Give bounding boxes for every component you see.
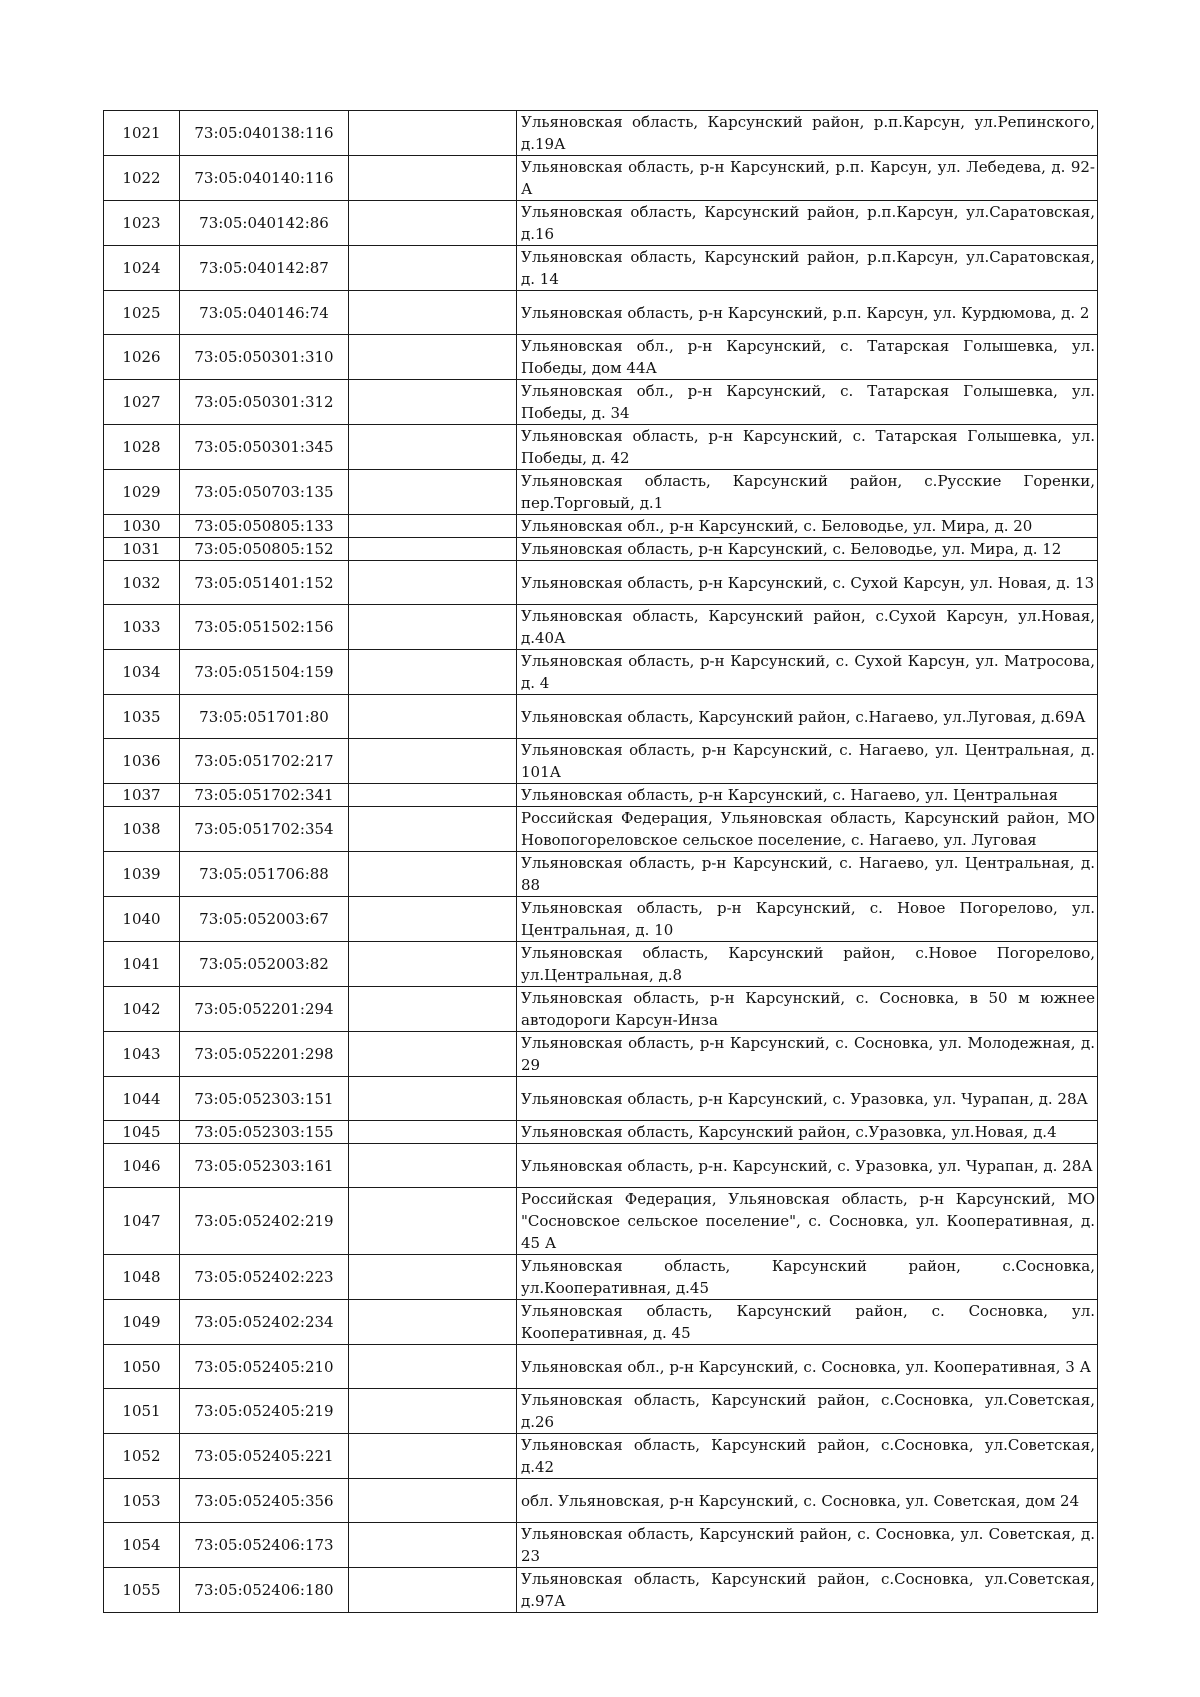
table-row: [104, 1255, 1098, 1300]
cadastral-number: 73:05:052402:223: [180, 1255, 349, 1300]
table-row: [104, 1077, 1098, 1121]
table-row: [104, 807, 1098, 852]
row-number: 1021: [104, 111, 180, 156]
cadastral-number: 73:05:051504:159: [180, 650, 349, 695]
row-number: 1036: [104, 739, 180, 784]
table-row: [104, 1434, 1098, 1479]
table-row: [104, 380, 1098, 425]
row-number: 1049: [104, 1300, 180, 1345]
table-row: [104, 650, 1098, 695]
table-row: [104, 1121, 1098, 1144]
row-number: 1023: [104, 201, 180, 246]
empty-cell: [349, 695, 517, 739]
cadastral-number: 73:05:051706:88: [180, 852, 349, 897]
address: Ульяновская область, Карсунский район, р.п.Карсун, ул.Репинского, д.19А: [517, 111, 1098, 156]
row-number: 1044: [104, 1077, 180, 1121]
empty-cell: [349, 335, 517, 380]
row-number: 1041: [104, 942, 180, 987]
cadastral-number: 73:05:040142:87: [180, 246, 349, 291]
empty-cell: [349, 1121, 517, 1144]
address: Ульяновская область, Карсунский район, с.Нагаево, ул.Луговая, д.69А: [517, 695, 1098, 739]
row-number: 1055: [104, 1568, 180, 1613]
row-number: 1042: [104, 987, 180, 1032]
empty-cell: [349, 1434, 517, 1479]
table-row: [104, 605, 1098, 650]
address: Ульяновская область, Карсунский район, с.Сосновка, ул.Советская, д.42: [517, 1434, 1098, 1479]
row-number: 1025: [104, 291, 180, 335]
empty-cell: [349, 1077, 517, 1121]
address: Ульяновская область, р-н Карсунский, с. Сухой Карсун, ул. Матросова, д. 4: [517, 650, 1098, 695]
row-number: 1028: [104, 425, 180, 470]
address: Ульяновская обл., р-н Карсунский, с. Татарская Голышевка, ул. Победы, д. 34: [517, 380, 1098, 425]
row-number: 1039: [104, 852, 180, 897]
cadastral-number: 73:05:051401:152: [180, 561, 349, 605]
table-row: [104, 246, 1098, 291]
table-row: [104, 1568, 1098, 1613]
address: Ульяновская обл., р-н Карсунский, с. Беловодье, ул. Мира, д. 20: [517, 515, 1098, 538]
table-row: [104, 111, 1098, 156]
row-number: 1050: [104, 1345, 180, 1389]
row-number: 1038: [104, 807, 180, 852]
table-row: [104, 201, 1098, 246]
empty-cell: [349, 201, 517, 246]
address: обл. Ульяновская, р-н Карсунский, с. Сосновка, ул. Советская, дом 24: [517, 1479, 1098, 1523]
table-row: [104, 335, 1098, 380]
address: Российская Федерация, Ульяновская область, Карсунский район, МО Новопогореловское сельское поселение, с. Нагаево, ул. Луговая: [517, 807, 1098, 852]
cadastral-number: 73:05:052003:82: [180, 942, 349, 987]
empty-cell: [349, 1345, 517, 1389]
row-number: 1051: [104, 1389, 180, 1434]
row-number: 1037: [104, 784, 180, 807]
address: Ульяновская область, Карсунский район, с.Сосновка, ул.Советская, д.97А: [517, 1568, 1098, 1613]
table-row: [104, 1300, 1098, 1345]
row-number: 1029: [104, 470, 180, 515]
row-number: 1054: [104, 1523, 180, 1568]
empty-cell: [349, 739, 517, 784]
row-number: 1030: [104, 515, 180, 538]
cadastral-number: 73:05:040142:86: [180, 201, 349, 246]
cadastral-number: 73:05:052201:298: [180, 1032, 349, 1077]
empty-cell: [349, 1479, 517, 1523]
table-row: [104, 852, 1098, 897]
cadastral-number: 73:05:052303:151: [180, 1077, 349, 1121]
cadastral-number: 73:05:050703:135: [180, 470, 349, 515]
table-row: [104, 1188, 1098, 1255]
row-number: 1040: [104, 897, 180, 942]
empty-cell: [349, 156, 517, 201]
cadastral-number: 73:05:050805:133: [180, 515, 349, 538]
cadastral-number: 73:05:051701:80: [180, 695, 349, 739]
row-number: 1047: [104, 1188, 180, 1255]
empty-cell: [349, 807, 517, 852]
cadastral-number: 73:05:051502:156: [180, 605, 349, 650]
table-row: [104, 784, 1098, 807]
address: Ульяновская область, Карсунский район, с.Сухой Карсун, ул.Новая, д.40А: [517, 605, 1098, 650]
address: Ульяновская область, Карсунский район, с.Новое Погорелово, ул.Центральная, д.8: [517, 942, 1098, 987]
table-row: [104, 425, 1098, 470]
cadastral-number: 73:05:052405:356: [180, 1479, 349, 1523]
empty-cell: [349, 246, 517, 291]
cadastral-number: 73:05:052003:67: [180, 897, 349, 942]
address: Ульяновская область, Карсунский район, с.Сосновка, ул.Кооперативная, д.45: [517, 1255, 1098, 1300]
row-number: 1046: [104, 1144, 180, 1188]
address: Ульяновская область, р-н Карсунский, р.п. Карсун, ул. Курдюмова, д. 2: [517, 291, 1098, 335]
empty-cell: [349, 1389, 517, 1434]
empty-cell: [349, 380, 517, 425]
table-row: [104, 739, 1098, 784]
cadastral-number: 73:05:052406:180: [180, 1568, 349, 1613]
property-table: [103, 110, 1098, 1613]
address: Ульяновская область, Карсунский район, с. Сосновка, ул. Кооперативная, д. 45: [517, 1300, 1098, 1345]
cadastral-number: 73:05:052406:173: [180, 1523, 349, 1568]
table-row: [104, 1479, 1098, 1523]
cadastral-number: 73:05:052405:221: [180, 1434, 349, 1479]
address: Ульяновская область, р-н. Карсунский, с. Уразовка, ул. Чурапан, д. 28А: [517, 1144, 1098, 1188]
empty-cell: [349, 561, 517, 605]
empty-cell: [349, 1144, 517, 1188]
row-number: 1032: [104, 561, 180, 605]
row-number: 1035: [104, 695, 180, 739]
address: Ульяновская область, Карсунский район, с. Сосновка, ул. Советская, д. 23: [517, 1523, 1098, 1568]
cadastral-number: 73:05:052201:294: [180, 987, 349, 1032]
cadastral-number: 73:05:051702:354: [180, 807, 349, 852]
cadastral-number: 73:05:050301:345: [180, 425, 349, 470]
table-row: [104, 897, 1098, 942]
address: Ульяновская область, р-н Карсунский, с. Уразовка, ул. Чурапан, д. 28А: [517, 1077, 1098, 1121]
table-row: [104, 1144, 1098, 1188]
address: Ульяновская область, р-н Карсунский, с. Нагаево, ул. Центральная: [517, 784, 1098, 807]
address: Ульяновская обл., р-н Карсунский, с. Татарская Голышевка, ул. Победы, дом 44А: [517, 335, 1098, 380]
empty-cell: [349, 538, 517, 561]
address: Ульяновская область, Карсунский район, р.п.Карсун, ул.Саратовская, д.16: [517, 201, 1098, 246]
empty-cell: [349, 1523, 517, 1568]
address: Ульяновская область, р-н Карсунский, с. Нагаево, ул. Центральная, д. 88: [517, 852, 1098, 897]
cadastral-number: 73:05:052303:155: [180, 1121, 349, 1144]
address: Ульяновская область, р-н Карсунский, с. Сосновка, ул. Молодежная, д. 29: [517, 1032, 1098, 1077]
table-row: [104, 1523, 1098, 1568]
table-row: [104, 1345, 1098, 1389]
cadastral-number: 73:05:052402:234: [180, 1300, 349, 1345]
address: Ульяновская область, р-н Карсунский, с. Нагаево, ул. Центральная, д. 101А: [517, 739, 1098, 784]
address: Ульяновская область, р-н Карсунский, с. Татарская Голышевка, ул. Победы, д. 42: [517, 425, 1098, 470]
empty-cell: [349, 291, 517, 335]
address: Ульяновская область, р-н Карсунский, с. Сухой Карсун, ул. Новая, д. 13: [517, 561, 1098, 605]
cadastral-number: 73:05:052405:210: [180, 1345, 349, 1389]
row-number: 1031: [104, 538, 180, 561]
empty-cell: [349, 470, 517, 515]
empty-cell: [349, 852, 517, 897]
row-number: 1053: [104, 1479, 180, 1523]
table-row: [104, 561, 1098, 605]
table-row: [104, 695, 1098, 739]
cadastral-number: 73:05:052402:219: [180, 1188, 349, 1255]
cadastral-number: 73:05:050301:310: [180, 335, 349, 380]
table-row: [104, 470, 1098, 515]
table-row: [104, 942, 1098, 987]
table-row: [104, 156, 1098, 201]
cadastral-number: 73:05:051702:341: [180, 784, 349, 807]
cadastral-number: 73:05:052405:219: [180, 1389, 349, 1434]
row-number: 1027: [104, 380, 180, 425]
empty-cell: [349, 897, 517, 942]
empty-cell: [349, 425, 517, 470]
cadastral-number: 73:05:040146:74: [180, 291, 349, 335]
address: Ульяновская область, Карсунский район, с.Сосновка, ул.Советская, д.26: [517, 1389, 1098, 1434]
cadastral-number: 73:05:051702:217: [180, 739, 349, 784]
empty-cell: [349, 1568, 517, 1613]
empty-cell: [349, 515, 517, 538]
cadastral-number: 73:05:050301:312: [180, 380, 349, 425]
address: Ульяновская область, р-н Карсунский, с. Сосновка, в 50 м южнее автодороги Карсун-Инза: [517, 987, 1098, 1032]
empty-cell: [349, 605, 517, 650]
empty-cell: [349, 1255, 517, 1300]
cadastral-number: 73:05:040140:116: [180, 156, 349, 201]
address: Ульяновская область, Карсунский район, р.п.Карсун, ул.Саратовская, д. 14: [517, 246, 1098, 291]
cadastral-number: 73:05:050805:152: [180, 538, 349, 561]
row-number: 1043: [104, 1032, 180, 1077]
table-row: [104, 515, 1098, 538]
cadastral-number: 73:05:040138:116: [180, 111, 349, 156]
empty-cell: [349, 1032, 517, 1077]
address: Ульяновская область, р-н Карсунский, с. Беловодье, ул. Мира, д. 12: [517, 538, 1098, 561]
row-number: 1024: [104, 246, 180, 291]
row-number: 1033: [104, 605, 180, 650]
address: Российская Федерация, Ульяновская область, р-н Карсунский, МО "Сосновское сельское поселение", с. Сосновка, ул. Кооперативная, д. 45 А: [517, 1188, 1098, 1255]
address: Ульяновская область, Карсунский район, с.Уразовка, ул.Новая, д.4: [517, 1121, 1098, 1144]
row-number: 1034: [104, 650, 180, 695]
row-number: 1026: [104, 335, 180, 380]
row-number: 1048: [104, 1255, 180, 1300]
cadastral-number: 73:05:052303:161: [180, 1144, 349, 1188]
table-row: [104, 987, 1098, 1032]
table-row: [104, 291, 1098, 335]
address: Ульяновская область, р-н Карсунский, р.п. Карсун, ул. Лебедева, д. 92-А: [517, 156, 1098, 201]
empty-cell: [349, 784, 517, 807]
empty-cell: [349, 111, 517, 156]
empty-cell: [349, 987, 517, 1032]
address: Ульяновская область, Карсунский район, с.Русские Горенки, пер.Торговый, д.1: [517, 470, 1098, 515]
empty-cell: [349, 942, 517, 987]
row-number: 1045: [104, 1121, 180, 1144]
table-row: [104, 1032, 1098, 1077]
table-row: [104, 1389, 1098, 1434]
row-number: 1052: [104, 1434, 180, 1479]
address: Ульяновская обл., р-н Карсунский, с. Сосновка, ул. Кооперативная, 3 А: [517, 1345, 1098, 1389]
address: Ульяновская область, р-н Карсунский, с. Новое Погорелово, ул. Центральная, д. 10: [517, 897, 1098, 942]
empty-cell: [349, 650, 517, 695]
row-number: 1022: [104, 156, 180, 201]
table-row: [104, 538, 1098, 561]
empty-cell: [349, 1188, 517, 1255]
empty-cell: [349, 1300, 517, 1345]
